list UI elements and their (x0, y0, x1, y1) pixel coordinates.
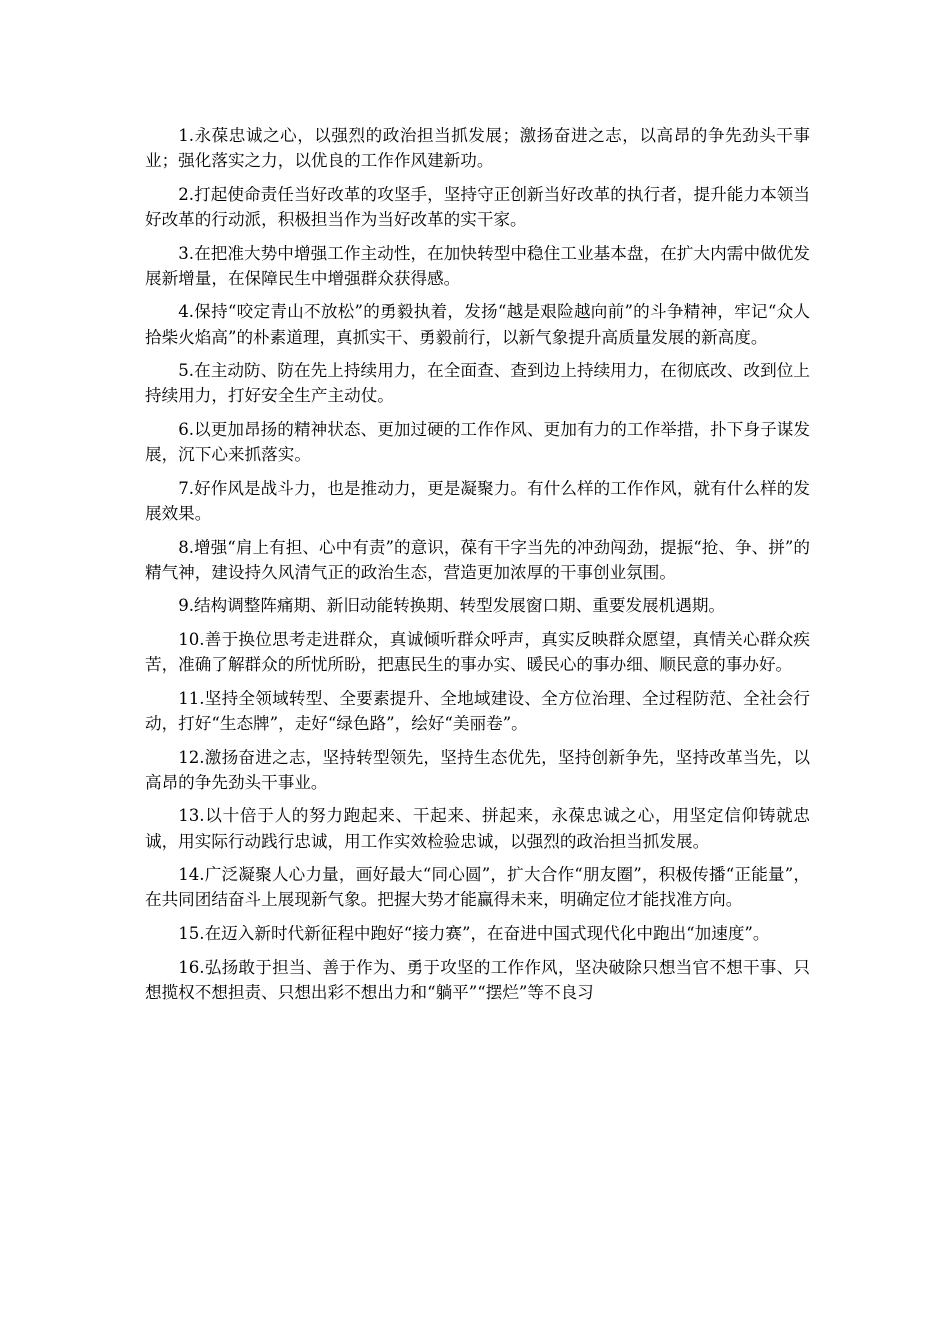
paragraph-11: 11.坚持全领域转型、全要素提升、全地域建设、全方位治理、全过程防范、全社会行动，打好“生态牌”，走好“绿色路”，绘好“美丽卷”。 (145, 688, 810, 733)
paragraph-2: 2.打起使命责任当好改革的攻坚手，坚持守正创新当好改革的执行者，提升能力本领当好改革的行动派，积极担当作为当好改革的实干家。 (145, 184, 810, 229)
paragraph-3: 3.在把准大势中增强工作主动性，在加快转型中稳住工业基本盘，在扩大内需中做优发展新增量，在保障民生中增强群众获得感。 (145, 243, 810, 288)
paragraph-16: 16.弘扬敢于担当、善于作为、勇于攻坚的工作作风，坚决破除只想当官不想干事、只想揽权不想担责、只想出彩不想出力和“躺平”“摆烂”等不良习 (145, 957, 810, 1002)
document-body (145, 123, 810, 1013)
paragraph-7: 7.好作风是战斗力，也是推动力，更是凝聚力。有什么样的工作作风，就有什么样的发展效果。 (145, 478, 810, 523)
paragraph-13: 13.以十倍于人的努力跑起来、干起来、拼起来，永葆忠诚之心，用坚定信仰铸就忠诚，用实际行动践行忠诚，用工作实效检验忠诚，以强烈的政治担当抓发展。 (145, 806, 810, 851)
paragraph-1: 1.永葆忠诚之心，以强烈的政治担当抓发展；激扬奋进之志，以高昂的争先劲头干事业；强化落实之力，以优良的工作作风建新功。 (145, 126, 810, 171)
paragraph-10: 10.善于换位思考走进群众，真诚倾听群众呼声，真实反映群众愿望，真情关心群众疾苦，准确了解群众的所忧所盼，把惠民生的事办实、暖民心的事办细、顺民意的事办好。 (145, 629, 810, 675)
paragraph-8: 8.增强“肩上有担、心中有责”的意识，葆有干字当先的冲劲闯劲，提振“抢、争、拼”的精气神，建设持久风清气正的政治生态，营造更加浓厚的干事创业氛围。 (145, 537, 810, 582)
paragraph-6: 6.以更加昂扬的精神状态、更加过硬的工作作风、更加有力的工作举措，扑下身子谋发展，沉下心来抓落实。 (145, 419, 810, 465)
paragraph-12: 12.激扬奋进之志，坚持转型领先，坚持生态优先，坚持创新争先，坚持改革当先，以高昂的争先劲头干事业。 (145, 747, 810, 792)
paragraph-4: 4.保持“咬定青山不放松”的勇毅执着，发扬“越是艰险越向前”的斗争精神，牢记“众人拾柴火焰高”的朴素道理，真抓实干、勇毅前行，以新气象提升高质量发展的新高度。 (145, 302, 810, 347)
paragraph-9: 9.结构调整阵痛期、新旧动能转换期、转型发展窗口期、重要发展机遇期。 (178, 596, 726, 616)
paragraph-5: 5.在主动防、防在先上持续用力，在全面查、查到边上持续用力，在彻底改、改到位上持续用力，打好安全生产主动仗。 (145, 361, 810, 406)
paragraph-14: 14.广泛凝聚人心力量，画好最大“同心圆”，扩大合作“朋友圈”，积极传播“正能量”，在共同团结奋斗上展现新气象。把握大势才能赢得未来，明确定位才能找准方向。 (145, 865, 810, 910)
paragraph-15: 15.在迈入新时代新征程中跑好“接力赛”，在奋进中国式现代化中跑出“加速度”。 (178, 923, 770, 943)
